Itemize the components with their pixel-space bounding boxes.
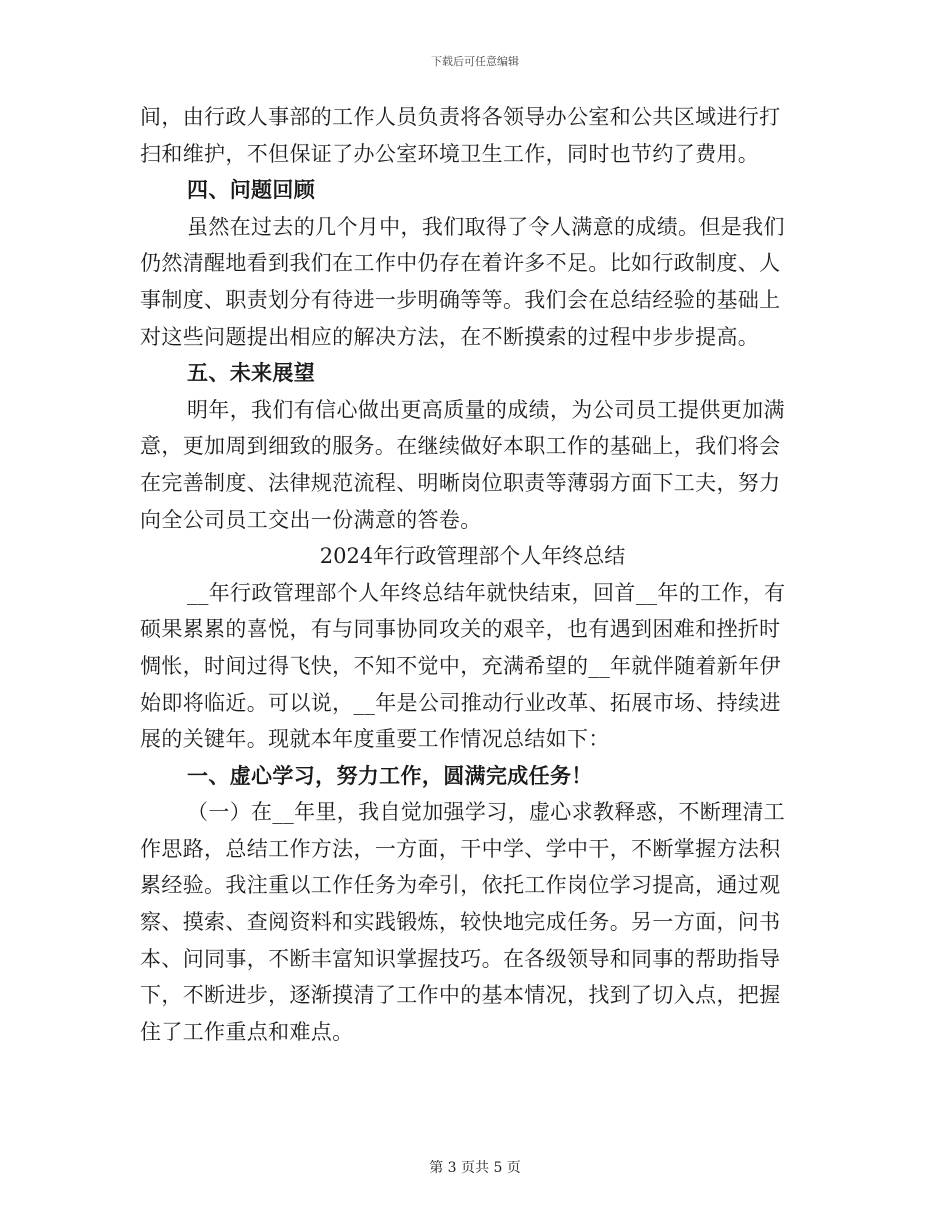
paragraph-line: 作思路，总结工作方法，一方面，干中学、学中干，不断掌握方法积 <box>140 836 781 861</box>
section-heading: 五、未来展望 <box>187 360 316 386</box>
paragraph-line: 仍然清醒地看到我们在工作中仍存在着许多不足。比如行政制度、人 <box>140 251 781 276</box>
paragraph-line: 明年，我们有信心做出更高质量的成绩，为公司员工提供更加满 <box>187 397 785 422</box>
paragraph-line: __年行政管理部个人年终总结年就快结束，回首__年的工作，有 <box>187 580 786 605</box>
page-header: 下载后可任意编辑 <box>431 55 519 68</box>
paragraph-line: 本、问同事，不断丰富知识掌握技巧。在各级领导和同事的帮助指导 <box>140 946 781 971</box>
section-heading: 四、问题回顾 <box>187 177 316 203</box>
document-title: 2024年行政管理部个人年终总结 <box>319 544 626 569</box>
paragraph-line: 下，不断进步，逐渐摸清了工作中的基本情况，找到了切入点，把握 <box>140 983 781 1008</box>
paragraph-line: 虽然在过去的几个月中，我们取得了令人满意的成绩。但是我们 <box>187 214 785 239</box>
paragraph-line: 对这些问题提出相应的解决方法，在不断摸索的过程中步步提高。 <box>140 324 760 349</box>
paragraph-line: 间，由行政人事部的工作人员负责将各领导办公室和公共区域进行打 <box>140 105 781 129</box>
page-footer: 第 3 页共 5 页 <box>429 1160 521 1176</box>
paragraph-line: 察、摸索、查阅资料和实践锻炼，较快地完成任务。另一方面，问书 <box>140 910 781 935</box>
paragraph-line: 在完善制度、法律规范流程、明晰岗位职责等薄弱方面下工夫，努力 <box>140 470 781 495</box>
paragraph-line: 扫和维护，不但保证了办公室环境卫生工作，同时也节约了费用。 <box>140 141 760 166</box>
paragraph-line: 始即将临近。可以说，__年是公司推动行业改革、拓展市场、持续进 <box>140 690 781 715</box>
document-body <box>140 99 805 1050</box>
paragraph-line: 累经验。我注重以工作任务为牵引，依托工作岗位学习提高，通过观 <box>140 873 781 898</box>
paragraph-line: 住了工作重点和难点。 <box>140 1019 354 1044</box>
paragraph-line: 展的关键年。现就本年度重要工作情况总结如下： <box>140 727 610 752</box>
section-heading: 一、虚心学习，努力工作，圆满完成任务！ <box>187 762 593 788</box>
paragraph-line: 向全公司员工交出一份满意的答卷。 <box>140 507 482 532</box>
paragraph-line: 意，更加周到细致的服务。在继续做好本职工作的基础上，我们将会 <box>140 434 781 459</box>
paragraph-line: 惆怅，时间过得飞快，不知不觉中，充满希望的__年就伴随着新年伊 <box>140 653 781 678</box>
paragraph-line: （一）在__年里，我自觉加强学习，虚心求教释惑，不断理清工 <box>187 800 786 825</box>
paragraph-line: 硕果累累的喜悦，有与同事协同攻关的艰辛，也有遇到困难和挫折时 <box>140 617 781 642</box>
paragraph-line: 事制度、职责划分有待进一步明确等等。我们会在总结经验的基础上 <box>140 287 781 312</box>
